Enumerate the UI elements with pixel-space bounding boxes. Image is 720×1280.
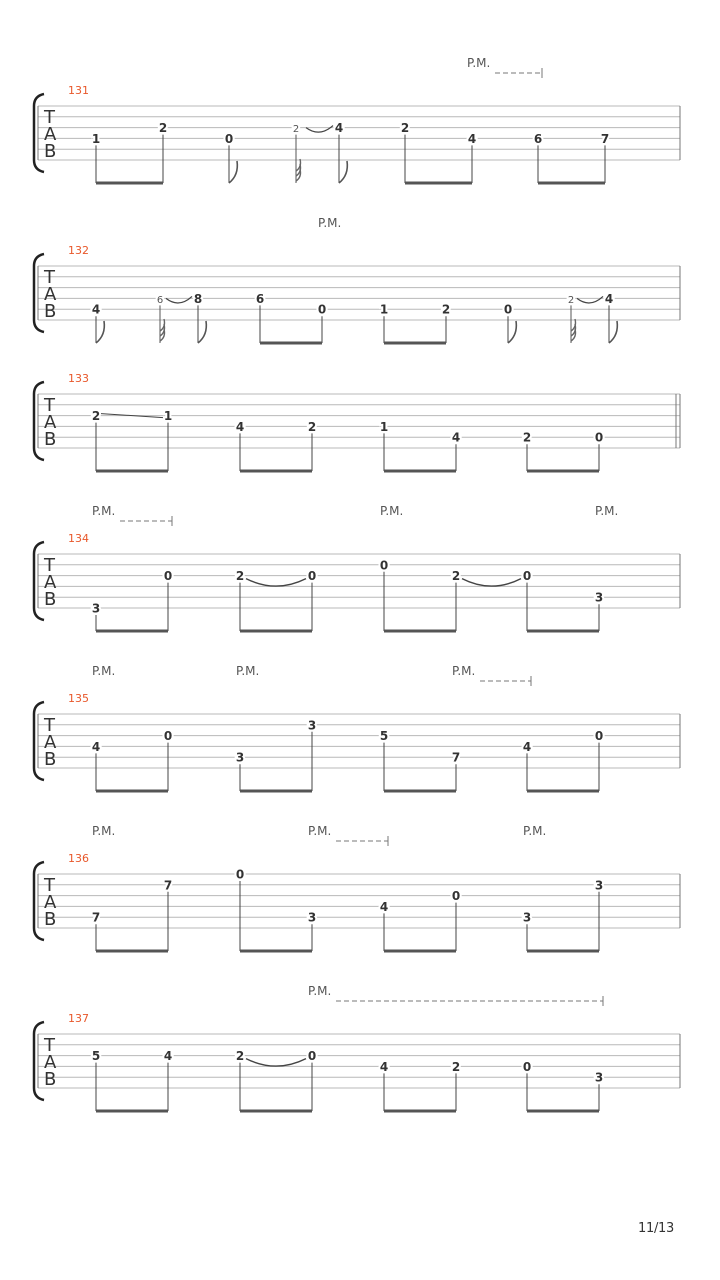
tab-note [452, 431, 460, 471]
fret-number: 4 [604, 291, 614, 306]
fret-number: 1 [163, 409, 173, 424]
fret-number: 2 [158, 121, 168, 136]
hammer-on-slur [306, 126, 333, 133]
fret-number: 0 [307, 1049, 317, 1064]
palm-mute-label: P.M. [380, 504, 404, 518]
tab-clef-letter: T [44, 267, 55, 288]
tab-note [164, 1049, 172, 1111]
palm-mute-label: P.M. [308, 984, 332, 998]
note-flag [229, 161, 237, 183]
tab-system [34, 504, 680, 631]
fret-number: 1 [91, 131, 101, 146]
tab-note [308, 420, 316, 471]
tab-clef-letter: B [44, 749, 57, 770]
fret-number: 4 [379, 899, 389, 914]
fret-number: 0 [235, 867, 245, 882]
tab-clef-letter: T [44, 555, 55, 576]
tab-note [335, 121, 343, 183]
fret-number: 4 [334, 121, 344, 136]
fret-number: 0 [522, 569, 532, 584]
tab-note [236, 751, 244, 791]
measure-number: 136 [68, 852, 89, 865]
tab-note [92, 303, 100, 343]
fret-number: 2 [235, 569, 245, 584]
fret-number: 4 [522, 739, 532, 754]
palm-mute-label: P.M. [318, 216, 342, 230]
fret-number: 2 [292, 124, 300, 136]
note-flag [508, 321, 516, 343]
fret-number: 4 [163, 1049, 173, 1064]
fret-number: 2 [567, 294, 575, 306]
palm-mute-label: P.M. [523, 824, 547, 838]
fret-number: 0 [307, 569, 317, 584]
tab-note [236, 420, 244, 471]
fret-number: 3 [91, 601, 101, 616]
fret-number: 2 [451, 1059, 461, 1074]
tab-note [92, 740, 100, 791]
tab-note [468, 132, 476, 183]
tab-note [534, 132, 542, 183]
measure-number: 137 [68, 1012, 89, 1025]
tab-clef-letter: B [44, 909, 57, 930]
palm-mute-label: P.M. [236, 664, 260, 678]
tab-note [236, 1049, 244, 1111]
tab-note [595, 431, 603, 471]
tab-clef-letter: T [44, 875, 55, 896]
tab-clef-letter: A [44, 124, 57, 145]
fret-number: 7 [451, 750, 461, 765]
fret-number: 2 [441, 302, 451, 317]
fret-number: 0 [451, 889, 461, 904]
fret-number: 3 [594, 1070, 604, 1085]
tab-clef-letter: B [44, 301, 57, 322]
tab-note [380, 729, 388, 791]
tab-note [164, 878, 172, 951]
fret-number: 4 [235, 419, 245, 434]
tab-system [34, 372, 680, 471]
tab-clef-letter: B [44, 589, 57, 610]
fret-number: 8 [193, 291, 203, 306]
tab-clef-letter: T [44, 1035, 55, 1056]
tab-note [452, 889, 460, 951]
note-flag [198, 321, 206, 343]
tab-note [157, 295, 163, 306]
fret-number: 0 [224, 131, 234, 146]
tie-arc [246, 579, 306, 587]
measure-number: 131 [68, 84, 89, 97]
fret-number: 0 [522, 1059, 532, 1074]
hammer-on-slur [166, 296, 192, 303]
hammer-on-slur [577, 296, 603, 303]
tab-note [452, 1060, 460, 1111]
tab-note [380, 558, 388, 631]
tab-note [452, 751, 460, 791]
palm-mute-label: P.M. [92, 664, 116, 678]
tab-note [595, 1071, 603, 1111]
fret-number: 2 [235, 1049, 245, 1064]
fret-number: 4 [451, 430, 461, 445]
tab-note [194, 292, 202, 343]
tab-note [523, 431, 531, 471]
tab-note [523, 569, 531, 631]
tab-note [256, 292, 264, 343]
fret-number: 3 [307, 910, 317, 925]
palm-mute-label: P.M. [92, 504, 116, 518]
tab-note [595, 729, 603, 791]
fret-number: 2 [522, 430, 532, 445]
palm-mute-label: P.M. [308, 824, 332, 838]
tab-clef-letter: A [44, 572, 57, 593]
palm-mute-label: P.M. [595, 504, 619, 518]
tab-clef-letter: A [44, 892, 57, 913]
measure-number: 132 [68, 244, 89, 257]
fret-number: 3 [594, 878, 604, 893]
tab-note [523, 911, 531, 951]
fret-number: 7 [163, 878, 173, 893]
tab-note [293, 124, 299, 135]
tab-note [504, 303, 512, 343]
tab-note [92, 1049, 100, 1111]
measure-number: 135 [68, 692, 89, 705]
fret-number: 0 [594, 430, 604, 445]
fret-number: 6 [533, 131, 543, 146]
tab-note [92, 409, 100, 471]
palm-mute-label: P.M. [467, 56, 491, 70]
measure-number: 133 [68, 372, 89, 385]
palm-mute-label: P.M. [452, 664, 476, 678]
tab-note [380, 1060, 388, 1111]
page-number: 11/13 [638, 1221, 674, 1236]
tab-clef-letter: B [44, 429, 57, 450]
tab-clef-letter: A [44, 284, 57, 305]
tab-note [401, 121, 409, 183]
fret-number: 4 [91, 302, 101, 317]
tab-note [164, 729, 172, 791]
palm-mute-label: P.M. [92, 824, 116, 838]
tab-system [34, 984, 680, 1111]
tab-note [236, 868, 244, 952]
fret-number: 0 [379, 558, 389, 573]
fret-number: 3 [235, 750, 245, 765]
fret-number: 6 [255, 291, 265, 306]
tab-note [164, 569, 172, 631]
fret-number: 1 [379, 302, 389, 317]
tab-note [523, 740, 531, 791]
tab-note [568, 295, 574, 306]
tab-note [380, 420, 388, 471]
tab-note [601, 132, 609, 183]
tab-note [164, 409, 172, 471]
fret-number: 5 [379, 729, 389, 744]
tab-note [308, 718, 316, 791]
fret-number: 3 [307, 718, 317, 733]
tab-note [318, 303, 326, 343]
fret-number: 4 [379, 1059, 389, 1074]
fret-number: 6 [156, 294, 164, 306]
tab-clef-letter: T [44, 107, 55, 128]
fret-number: 0 [163, 569, 173, 584]
tab-note [159, 121, 167, 183]
tab-clef-letter: A [44, 1052, 57, 1073]
tab-note [225, 132, 233, 183]
tab-clef-letter: T [44, 715, 55, 736]
tab-note [595, 878, 603, 951]
tie-arc [246, 1059, 306, 1067]
measure-number: 134 [68, 532, 89, 545]
tab-note [452, 569, 460, 631]
fret-number: 2 [400, 121, 410, 136]
tie-arc [462, 579, 521, 587]
note-flag [339, 161, 347, 183]
tab-note [308, 1049, 316, 1111]
note-flag [96, 321, 104, 343]
tab-note [380, 900, 388, 951]
tab-clef-letter: A [44, 732, 57, 753]
fret-number: 2 [307, 419, 317, 434]
tab-note [308, 569, 316, 631]
fret-number: 5 [91, 1049, 101, 1064]
tab-clef-letter: A [44, 412, 57, 433]
tab-note [595, 591, 603, 631]
tab-system [34, 664, 680, 791]
tab-note [92, 911, 100, 951]
fret-number: 7 [91, 910, 101, 925]
tab-clef-letter: B [44, 141, 57, 162]
fret-number: 2 [451, 569, 461, 584]
fret-number: 0 [317, 302, 327, 317]
tab-note [308, 911, 316, 951]
tab-note [605, 292, 613, 343]
note-flag [609, 321, 617, 343]
tab-note [92, 602, 100, 632]
tab-system [34, 216, 680, 343]
fret-number: 0 [503, 302, 513, 317]
fret-number: 7 [600, 131, 610, 146]
tab-system [34, 56, 680, 183]
tab-system [34, 824, 680, 951]
fret-number: 4 [467, 131, 477, 146]
tab-note [442, 303, 450, 343]
tab-clef-letter: T [44, 395, 55, 416]
tab-note [380, 303, 388, 343]
fret-number: 3 [594, 590, 604, 605]
tab-note [236, 569, 244, 631]
fret-number: 0 [163, 729, 173, 744]
tab-note [92, 132, 100, 183]
fret-number: 2 [91, 409, 101, 424]
tab-clef-letter: B [44, 1069, 57, 1090]
fret-number: 1 [379, 419, 389, 434]
tab-note [523, 1060, 531, 1111]
fret-number: 3 [522, 910, 532, 925]
fret-number: 0 [594, 729, 604, 744]
fret-number: 4 [91, 739, 101, 754]
